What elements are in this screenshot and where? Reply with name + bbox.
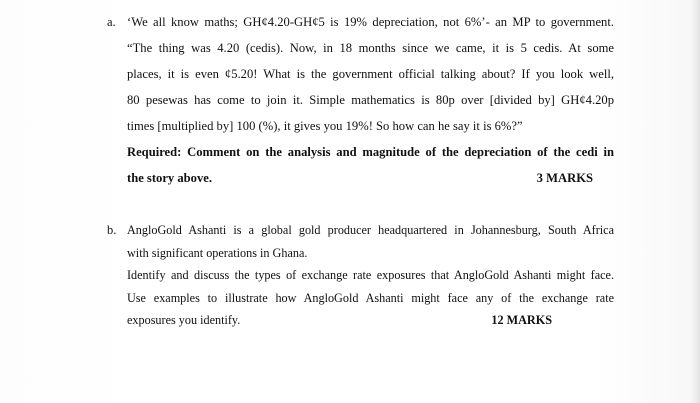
question-b-marks: 12 MARKS: [491, 313, 552, 328]
question-a-line-1: ‘We all know maths; GH¢4.20-GH¢5 is 19% depreciation, not 6%’- an MP to government.: [127, 15, 614, 29]
page-edge-shadow: [690, 0, 700, 403]
question-a-final-row: [127, 165, 614, 191]
question-b-final-line: exposures you identify.: [127, 313, 241, 328]
question-b-line-2: with significant operations in Ghana.: [127, 245, 308, 260]
question-a-line-5: times [multiplied by] 100 (%), it gives you 19%! So how can he say it is 6%?”: [127, 119, 523, 133]
question-a-required: Required: Comment on the analysis and magnitude of the depreciation of the cedi in: [127, 145, 614, 159]
question-b-line-4: Use examples to illustrate how AngloGold Ashanti might face any of the exchange rate: [127, 290, 614, 305]
question-b-final-row: [127, 309, 614, 332]
question-a-line-4: 80 pesewas has come to join it. Simple mathematics is 80p over [divided by] GH¢4.20p: [127, 93, 614, 107]
question-b-body: [127, 219, 614, 332]
question-a-line-2: “The thing was 4.20 (cedis). Now, in 18 months since we came, it is 5 cedis. At some: [127, 41, 614, 55]
question-b-line-3: Identify and discuss the types of exchange rate exposures that AngloGold Ashanti might face.: [127, 268, 614, 283]
question-a-marks: 3 MARKS: [536, 171, 593, 185]
question-a-body: [127, 9, 614, 191]
question-b-line-1: AngloGold Ashanti is a global gold producer headquartered in Johannesburg, South Africa: [127, 223, 614, 237]
question-a-line-3: places, it is even ¢5.20! What is the government official talking about? If you look well,: [127, 67, 614, 81]
question-b-label: b.: [107, 223, 117, 237]
question-a-label: a.: [107, 15, 116, 29]
question-a-final-line: the story above.: [127, 171, 212, 185]
